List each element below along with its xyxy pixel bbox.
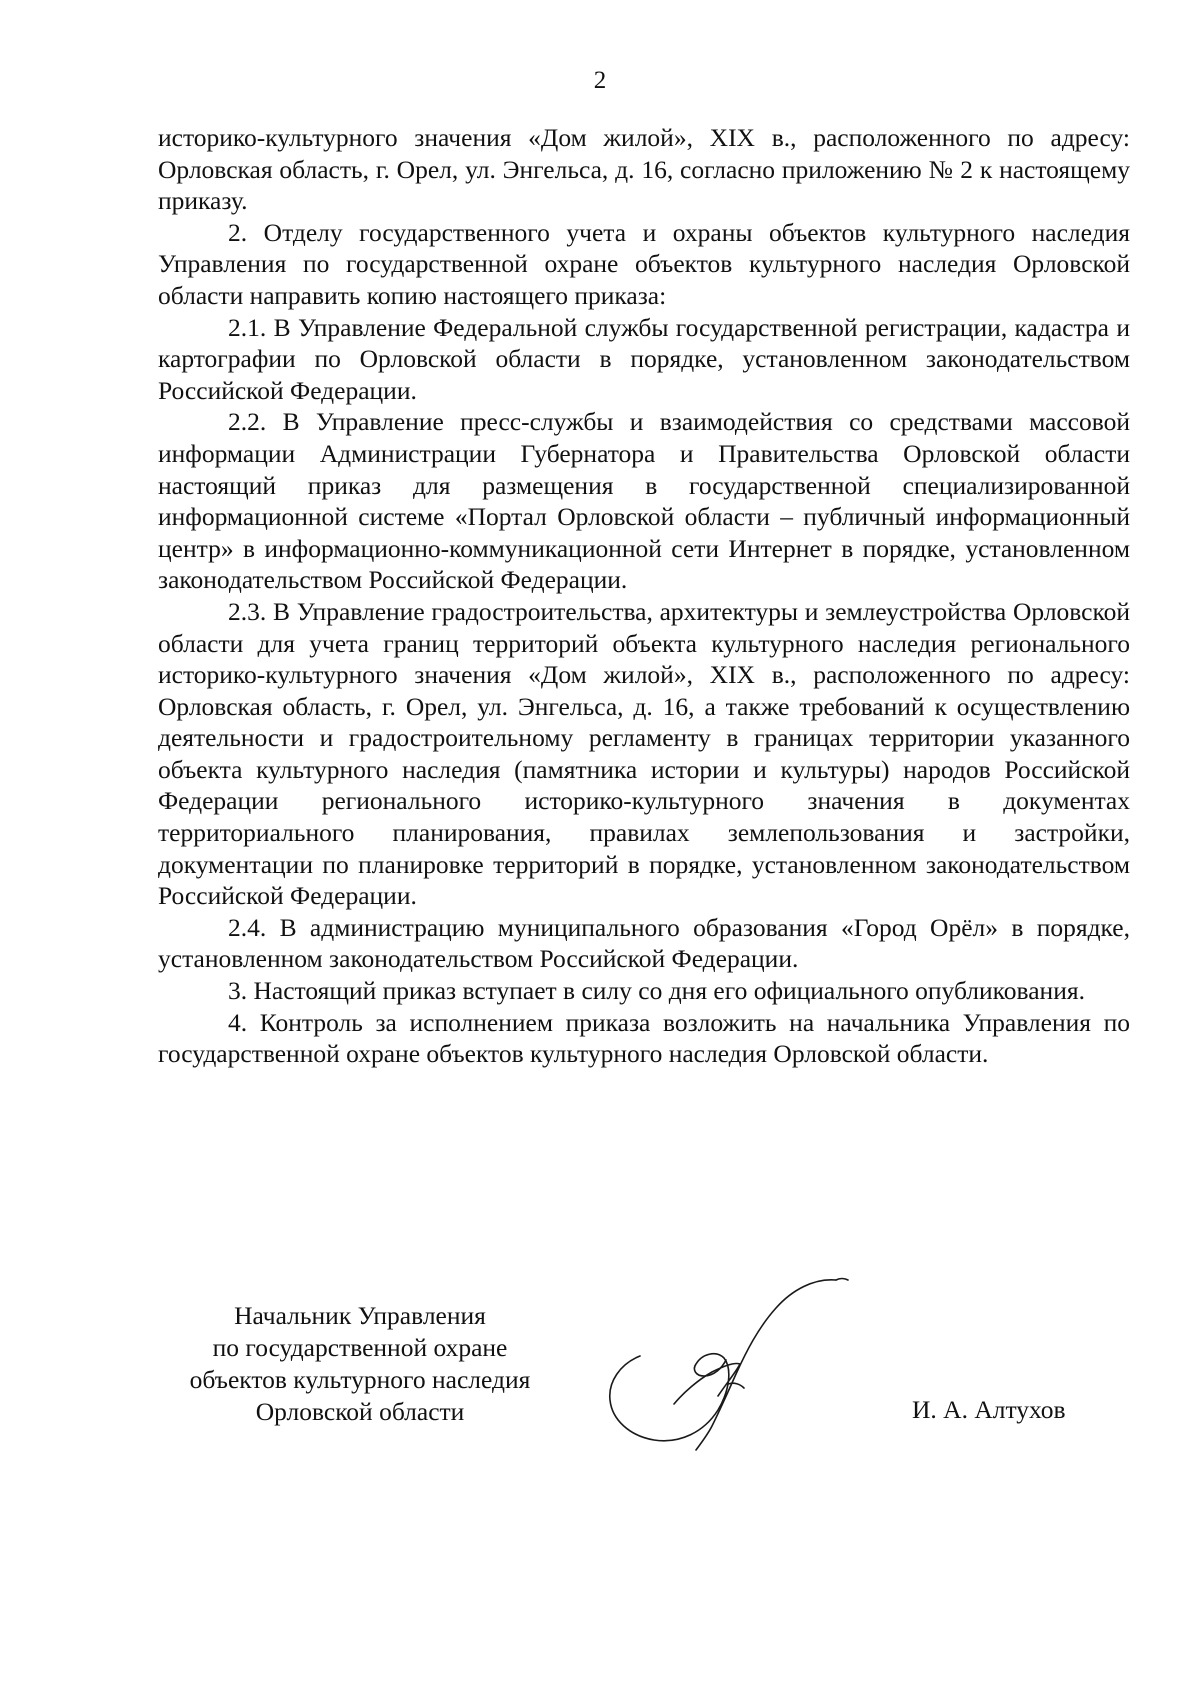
signer-position-line: объектов культурного наследия — [189, 1365, 531, 1394]
signature-block — [0, 1300, 1200, 1460]
order-body-text — [158, 122, 1130, 1070]
signer-position-line: по государственной охране — [212, 1333, 508, 1362]
signer-position — [160, 1300, 560, 1428]
signer-position-line: Начальник Управления — [234, 1301, 486, 1330]
paragraph-item-2-2: 2.2. В Управление пресс-службы и взаимодействия со средствами массовой информации Администрации Губернатора и Правительства Орловской области настоящий приказ для размещения в государственной специализированной информационной системе «Портал Орловской области – публичный информационный центр» в информационно-коммуникационной сети Интернет в порядке, установленном законодательством Российской Федерации. — [158, 407, 1130, 595]
paragraph-item-4: 4. Контроль за исполнением приказа возложить на начальника Управления по государственной охране объектов культурного наследия Орловской области. — [158, 1007, 1130, 1069]
handwritten-signature — [600, 1260, 860, 1460]
paragraph-item-3: 3. Настоящий приказ вступает в силу со дня его официального опубликования. — [228, 976, 1085, 1006]
signer-position-line: Орловской области — [255, 1397, 465, 1426]
page-number: 2 — [593, 67, 607, 94]
paragraph-item-2-3: 2.3. В Управление градостроительства, архитектуры и землеустройства Орловской области для учета границ территорий объекта культурного наследия регионального историко-культурного значения «Дом жилой», XIX в., расположенного по адресу: Орловская область, г. Орел, ул. Энгельса, д. 16, а также требований к осуществлению деятельности и градостроительному регламенту в границах территории указанного объекта культурного наследия (памятника истории и культуры) народов Российской Федерации регионального историко-культурного значения в документах территориального планирования, правилах землепользования и застройки, документации по планировке территорий в порядке, установленном законодательством Российской Федерации. — [158, 596, 1130, 911]
paragraph-item-2-1: 2.1. В Управление Федеральной службы государственной регистрации, кадастра и картографии по Орловской области в порядке, установленном законодательством Российской Федерации. — [158, 312, 1130, 405]
signer-name: И. А. Алтухов — [912, 1395, 1066, 1424]
paragraph-item-2-4: 2.4. В администрацию муниципального образования «Город Орёл» в порядке, установленном законодательством Российской Федерации. — [158, 912, 1130, 974]
paragraph-item-2: 2. Отделу государственного учета и охраны объектов культурного наследия Управления по государственной охране объектов культурного наследия Орловской области направить копию настоящего приказа: — [158, 217, 1130, 310]
paragraph-continuation: историко-культурного значения «Дом жилой», XIX в., расположенного по адресу: Орловская область, г. Орел, ул. Энгельса, д. 16, согласно приложению № 2 к настоящему приказу. — [158, 123, 1130, 216]
